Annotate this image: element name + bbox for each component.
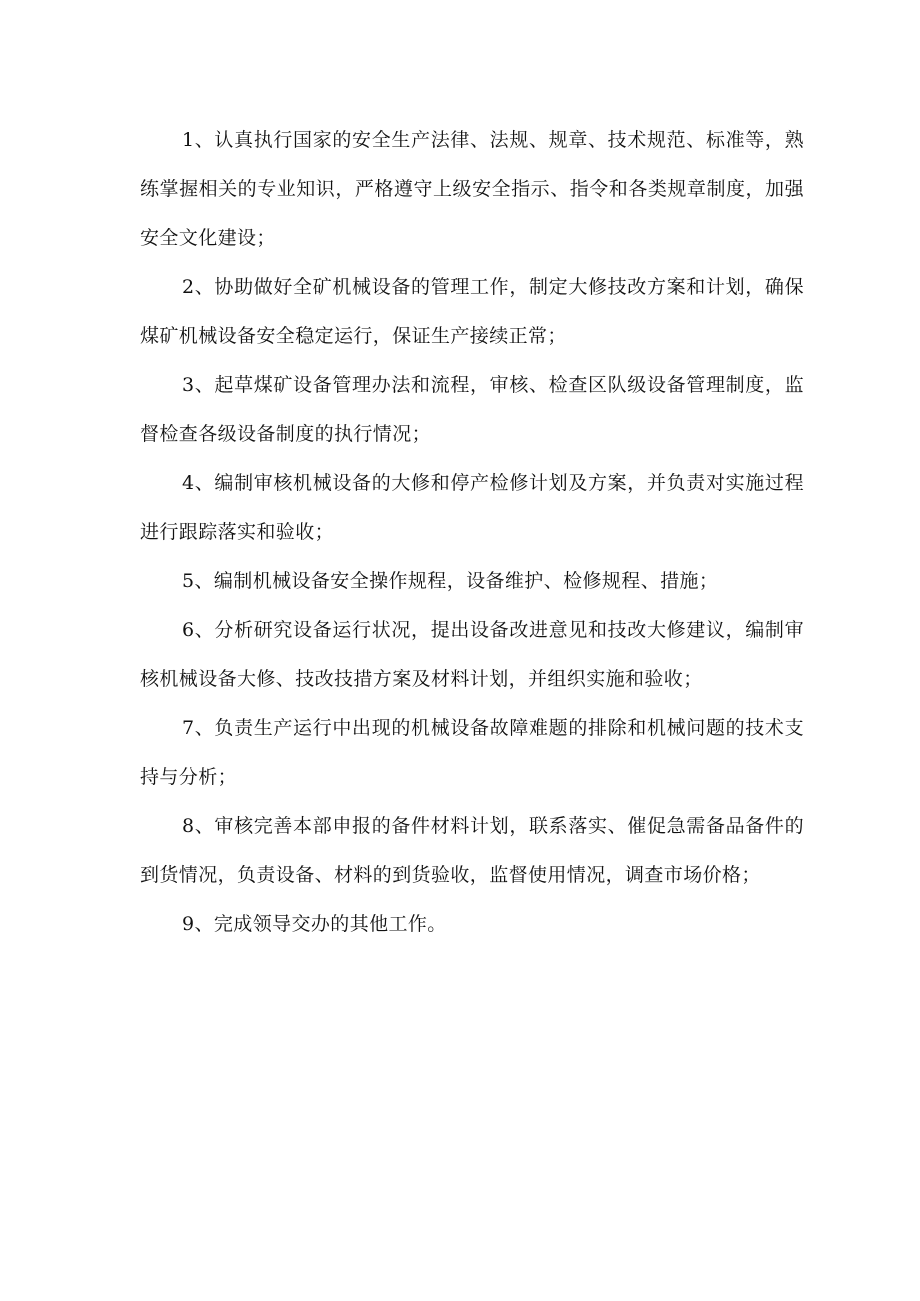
duty-paragraph-4: 4、编制审核机械设备的大修和停产检修计划及方案，并负责对实施过程进行跟踪落实和验收； (140, 472, 804, 543)
duty-paragraph-5: 5、编制机械设备安全操作规程，设备维护、检修规程、措施； (182, 570, 719, 592)
duty-paragraph-3: 3、起草煤矿设备管理办法和流程，审核、检查区队级设备管理制度，监督检查各级设备制度的执行情况； (140, 374, 804, 445)
duty-paragraph-9: 9、完成领导交办的其他工作。 (182, 913, 447, 935)
duty-paragraph-1: 1、认真执行国家的安全生产法律、法规、规章、技术规范、标准等，熟练掌握相关的专业知识，严格遵守上级安全指示、指令和各类规章制度，加强安全文化建设； (140, 129, 804, 249)
duty-paragraph-6: 6、分析研究设备运行状况，提出设备改进意见和技改大修建议，编制审核机械设备大修、技改技措方案及材料计划，并组织实施和验收； (140, 619, 804, 690)
duty-paragraph-8: 8、审核完善本部申报的备件材料计划，联系落实、催促急需备品备件的到货情况，负责设备、材料的到货验收，监督使用情况，调查市场价格； (140, 815, 804, 886)
duty-paragraph-2: 2、协助做好全矿机械设备的管理工作，制定大修技改方案和计划，确保煤矿机械设备安全稳定运行，保证生产接续正常； (140, 276, 804, 347)
duty-paragraph-7: 7、负责生产运行中出现的机械设备故障难题的排除和机械问题的技术支持与分析； (140, 717, 804, 788)
